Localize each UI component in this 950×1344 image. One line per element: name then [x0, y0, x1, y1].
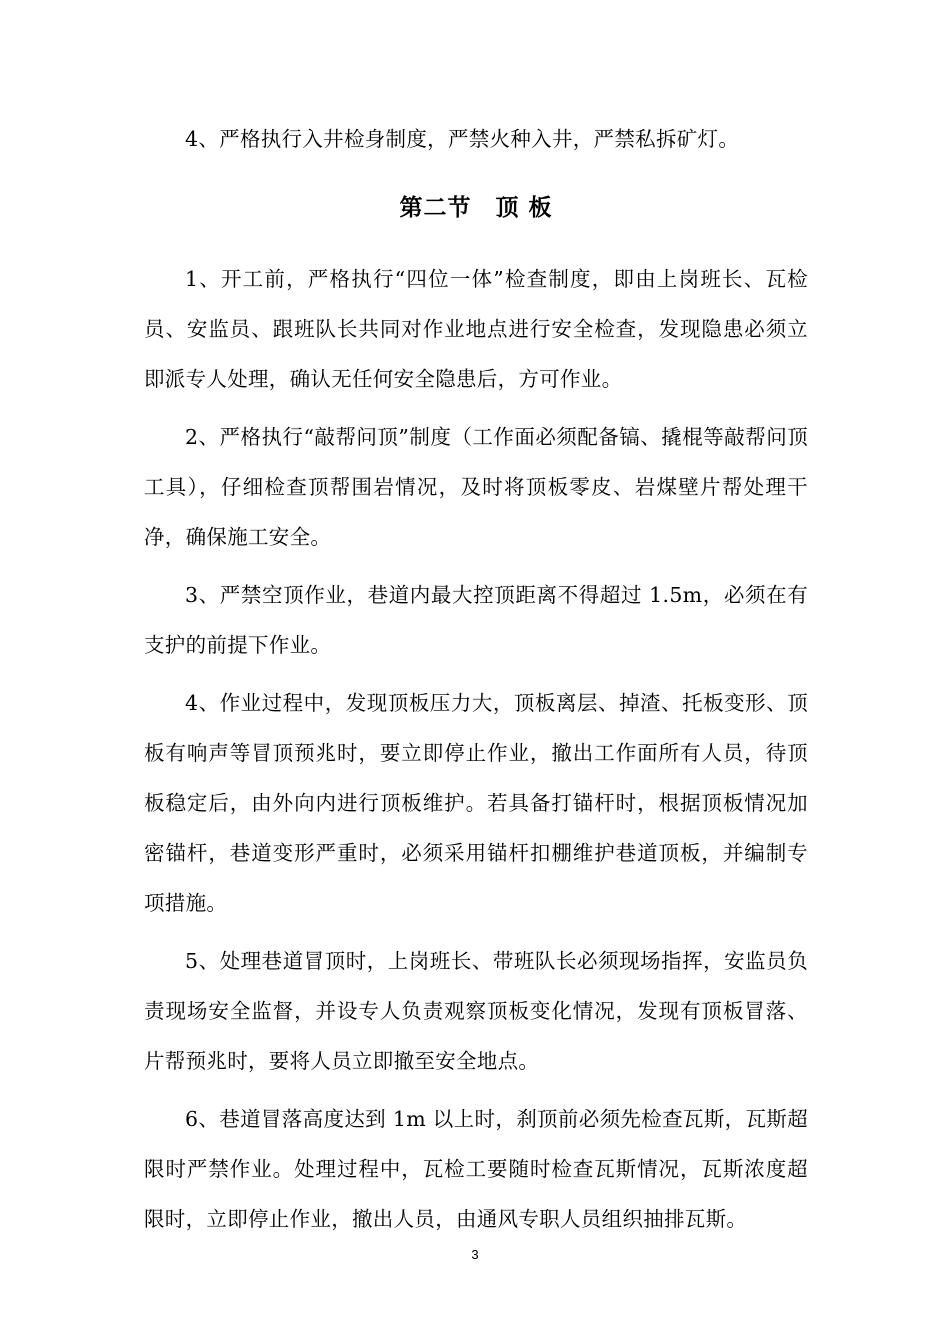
paragraph-spacer [144, 404, 808, 412]
paragraph-spacer [144, 928, 808, 936]
page-content [144, 114, 808, 1244]
paragraph-spacer [144, 562, 808, 570]
paragraph-item-4-prev-section: 4、严格执行入井检身制度，严禁火种入井，严禁私拆矿灯。 [185, 127, 740, 151]
paragraph-item-1: 1、开工前，严格执行“四位一体”检查制度，即由上岗班长、瓦检员、安监员、跟班队长共同对作业地点进行安全检查，发现隐患必须立即派专人处理，确认无任何安全隐患后，方可作业。 [144, 267, 808, 391]
page-number: 3 [471, 1247, 479, 1262]
paragraph-item-4: 4、作业过程中，发现顶板压力大，顶板离层、掉渣、托板变形、顶板有响声等冒顶预兆时，要立即停止作业，撤出工作面所有人员，待顶板稳定后，由外向内进行顶板维护。若具备打锚杆时，根据顶板情况加密锚杆，巷道变形严重时，必须采用锚杆扣棚维护巷道顶板，并编制专项措施。 [144, 691, 808, 915]
paragraph-item-5: 5、处理巷道冒顶时，上岗班长、带班队长必须现场指挥，安监员负责现场安全监督，并设专人负责观察顶板变化情况，发现有顶板冒落、片帮预兆时，要将人员立即撤至安全地点。 [144, 949, 808, 1073]
paragraph-item-2: 2、严格执行“敲帮问顶”制度（工作面必须配备镐、撬棍等敲帮问顶工具），仔细检查顶帮围岩情况，及时将顶板零皮、岩煤壁片帮处理干净，确保施工安全。 [144, 425, 808, 549]
section-heading: 第二节 顶 板 [399, 195, 553, 221]
paragraph-spacer [144, 670, 808, 678]
paragraph-item-6: 6、巷道冒落高度达到 1m 以上时，刹顶前必须先检查瓦斯，瓦斯超限时严禁作业。处理过程中，瓦检工要随时检查瓦斯情况，瓦斯浓度超限时，立即停止作业，撤出人员，由通风专职人员组织抽排瓦斯。 [144, 1107, 808, 1231]
paragraph-item-3: 3、严禁空顶作业，巷道内最大控顶距离不得超过 1.5m，必须在有支护的前提下作业。 [144, 583, 808, 657]
paragraph-spacer [144, 1086, 808, 1094]
